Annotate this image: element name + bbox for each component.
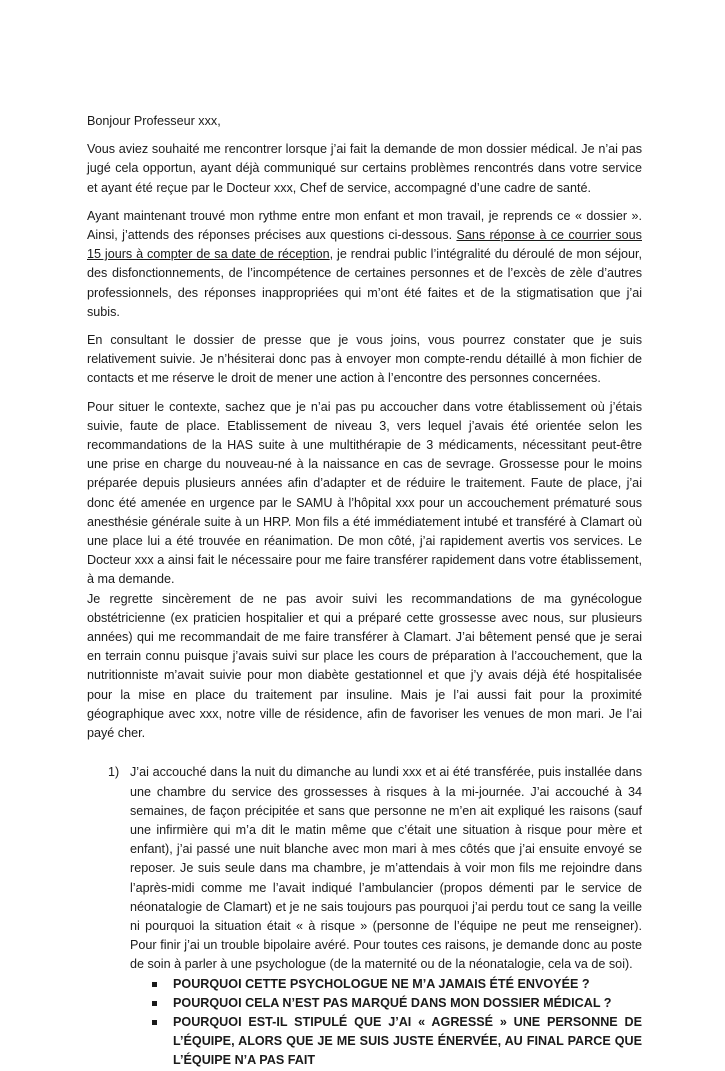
deadline-underlined-text: Sans réponse à ce courrier sous 15 jours à compter de sa date de réception [87,228,642,262]
square-bullet-icon [152,982,157,987]
paragraph-2-rest: , je rendrai public l’intégralité du déroulé de mon séjour, des disfonctionnements, de l’incompétence de certaines personnes et de l’excès de zèle d’autres professionnels, des réponses inappropriées qui m’ont été faites et de la stigmatisation que j’ai subis. [87,247,643,319]
paragraph-2 [87,207,642,322]
paragraph-5: Je regrette sincèrement de ne pas avoir suivi les recommandations de ma gynécologue obstétricienne (ex praticien hospitalier et qui a préparé cette grossesse avec nous, sur plusieurs années) qui me recommandait de me faire transférer à Clamart. J’ai bêtement pensé que je serai en terrain connu puisque j’avais suivi sur place les cours de préparation à l’accouchement, que la nutritionniste m’avait suivie pour mon diabète gestationnel et que j’y avais déjà été hospitalisée pour la mise en place du traitement par insuline. Mais je l’ai aussi fait pour la proximité géographique avec xxx, notre ville de résidence, afin de favoriser les venues de mon mari. Je l’ai payé cher. [87,591,642,741]
list-item-text: J’ai accouché dans la nuit du dimanche au lundi xxx et ai été transférée, puis installée dans une chambre du service des grossesses à risques à la mi-journée. J’ai accouché à 34 semaines, de façon précipitée et sans que personne ne m’en ait expliqué les raisons (sauf une infirmière qui m’a dit le matin même que c’était une situation à risque pour mère et enfant), j’ai passé une nuit blanche avec mon mari à mes côtés que j’ai ensuite envoyé se reposer. Je suis seule dans ma chambre, je m’attendais à voir mon fils me rejoindre dans l’après-midi comme me l’avait indiqué l’ambulancier (propos démenti par le service de néonatalogie de Clamart) et je ne sais toujours pas pourquoi j’ai perdu tout ce sang la veille ni pourquoi la situation était « à risque » (personne de l’équipe ne peut me renseigner). Pour finir j’ai un trouble bipolaire avéré. Pour toutes ces raisons, je demande donc au poste de soin à parler à une psychologue (de la maternité ou de la néonatalogie, cela va de soi). [130,765,642,972]
square-bullet-icon [152,1001,157,1006]
square-bullet-icon [152,1020,157,1025]
question-text: POURQUOI EST-IL STIPULÉ QUE J’AI « AGRESSÉ » UNE PERSONNE DE L’ÉQUIPE, ALORS QUE JE ME SUIS JUSTE ÉNERVÉE, AU FINAL PARCE QUE L’ÉQUIPE N’A PAS FAIT [173,1014,642,1068]
list-item-1 [87,763,642,1070]
paragraph-4: Pour situer le contexte, sachez que je n’ai pas pu accoucher dans votre établissement où j’étais suivie, faute de place. Etablissement de niveau 3, vers lequel j’avais été orientée selon les recommandations de la HAS suite à une multithérapie de 3 médicaments, nécessitant peut-être une prise en charge du nouveau-né à la naissance en cas de sevrage. Grossesse pour le moins préparée depuis plusieurs années afin d’adapter et de réduire le traitement. Faute de place, j’ai donc été amenée en urgence par le SAMU à l’hôpital xxx pour un accouchement prématuré sous anesthésie générale suite à un HRP. Mon fils a été immédiatement intubé et transféré à Clamart où une place lui a été trouvée en réanimation. De mon côté, j’ai rapidement avertis vos services. Le Docteur xxx a ainsi fait le nécessaire pour me faire transférer rapidement dans votre établissement, à ma demande. [87,399,642,587]
list-item-number: 1) [108,765,120,780]
paragraph-1: Vous aviez souhaité me rencontrer lorsque j’ai fait la demande de mon dossier médical. Je n’ai pas jugé cela opportun, ayant déjà communiqué sur certains problèmes rencontrés dans votre service et ayant été reçue par le Docteur xxx, Chef de service, accompagné d’une cadre de santé. [87,142,642,195]
question-list [130,975,642,1071]
question-item [130,975,642,994]
letter-greeting: Bonjour Professeur xxx, [87,114,221,128]
paragraph-3: En consultant le dossier de presse que je vous joins, vous pourrez constater que je suis relativement suivie. Je n’hésiterai donc pas à envoyer mon compte-rendu détaillé à mon fichier de contacts et me réserve le droit de mener une action à l’encontre des personnes concernées. [87,333,642,386]
numbered-list [87,763,642,1070]
question-text: POURQUOI CETTE PSYCHOLOGUE NE M’A JAMAIS ÉTÉ ENVOYÉE ? [173,976,590,991]
question-item [130,994,642,1013]
question-item [130,1013,642,1071]
paragraph-2-intro: Ayant maintenant trouvé mon rythme entre mon enfant et mon travail, je reprends ce « dossier ». Ainsi, j’attends des réponses précises aux questions ci-dessous. [87,208,642,243]
question-text: POURQUOI CELA N’EST PAS MARQUÉ DANS MON DOSSIER MÉDICAL ? [173,995,612,1010]
letter-page [87,112,642,1071]
